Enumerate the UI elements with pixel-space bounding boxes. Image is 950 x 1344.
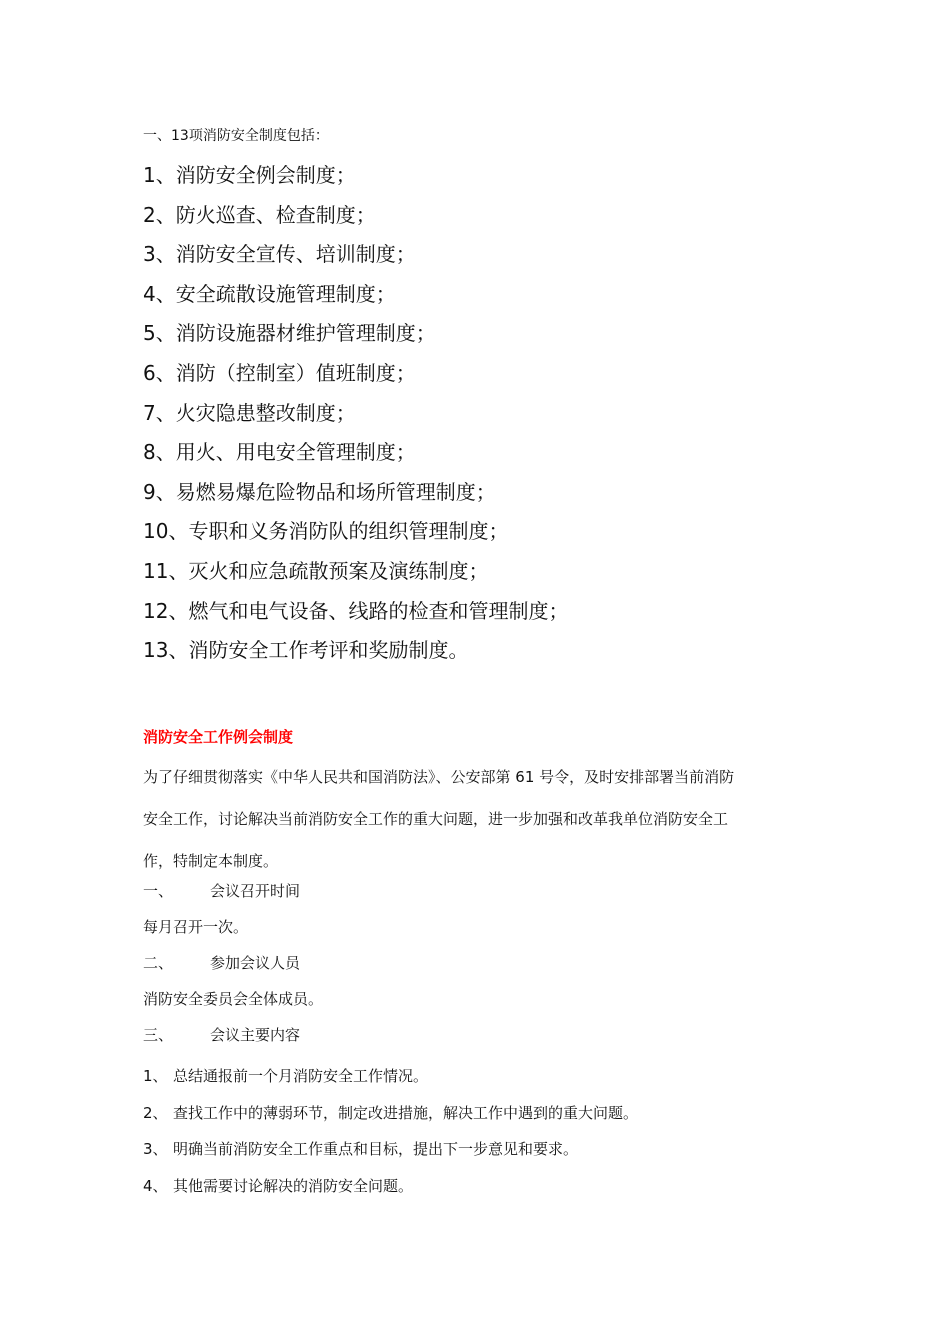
list-item: 5、消防设施器材维护管理制度； [143,321,436,346]
intro-paragraph [143,756,823,882]
list-item [143,1168,638,1205]
list-item: 9、易燃易爆危险物品和场所管理制度； [143,479,496,504]
section-body-time: 每月召开一次。 [143,918,249,936]
item-text: 其他需要讨论解决的消防安全问题。 [173,1176,414,1195]
paragraph-line: 作，特制定本制度。 [143,852,279,870]
content-item-list [143,1058,638,1204]
section-number: 三、 [143,1026,174,1044]
list-item [143,1131,638,1168]
list-item: 4、安全疏散设施管理制度； [143,281,396,306]
list-item: 7、火灾隐患整改制度； [143,400,356,425]
list-item [143,1058,638,1095]
paragraph-line: 安全工作，讨论解决当前消防安全工作的重大问题，进一步加强和改革我单位消防安全工 [143,810,729,828]
list-item: 6、消防（控制室）值班制度； [143,360,416,385]
intro-heading: 一、13项消防安全制度包括： [143,128,329,144]
item-number: 2、 [143,1103,168,1122]
section-heading-text: 会议主要内容 [210,1026,301,1044]
list-item: 2、防火巡查、检查制度； [143,202,376,227]
section-heading-text: 参加会议人员 [210,954,301,972]
list-item: 8、用火、用电安全管理制度； [143,440,416,465]
item-number: 3、 [143,1140,168,1159]
list-item: 13、消防安全工作考评和奖励制度。 [143,638,469,663]
section-body-attendees: 消防安全委员会全体成员。 [143,990,324,1008]
section-heading-attendees [143,952,300,974]
item-text: 总结通报前一个月消防安全工作情况。 [173,1067,429,1085]
section-heading-time [143,880,300,902]
list-item: 10、专职和义务消防队的组织管理制度； [143,519,509,544]
list-item: 1、消防安全例会制度； [143,163,356,187]
item-number: 1、 [143,1067,168,1085]
list-item: 3、消防安全宣传、培训制度； [143,242,416,267]
section-heading-text: 会议召开时间 [210,882,301,900]
section-title: 消防安全工作例会制度 [143,728,294,746]
paragraph-line: 为了仔细贯彻落实《中华人民共和国消防法》、公安部第 61 号令，及时安排部署当前消防 [143,768,735,786]
list-item: 11、灭火和应急疏散预案及演练制度； [143,558,489,583]
item-text: 明确当前消防安全工作重点和目标，提出下一步意见和要求。 [173,1140,579,1159]
item-text: 查找工作中的薄弱环节，制定改进措施，解决工作中遇到的重大问题。 [173,1103,639,1122]
list-item: 12、燃气和电气设备、线路的检查和管理制度； [143,598,569,623]
system-list [143,156,568,671]
list-item [143,1095,638,1132]
section-number: 二、 [143,954,174,972]
section-number: 一、 [143,882,174,900]
section-heading-content [143,1024,300,1046]
item-number: 4、 [143,1176,168,1195]
